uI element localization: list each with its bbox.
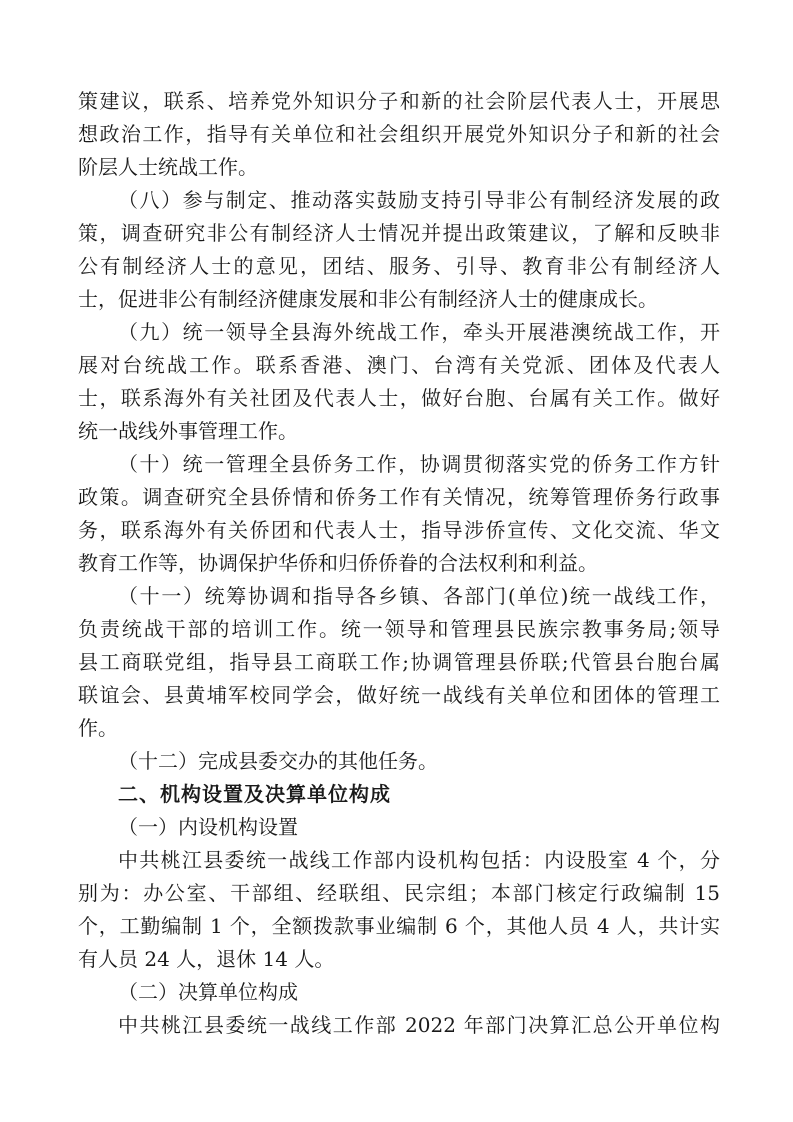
- paragraph-unit-composition: [78, 1009, 720, 1042]
- text-line: 统一战线外事管理工作。: [78, 419, 298, 443]
- text-line: （八）参与制定、推动落实鼓励支持引导非公有制经济发展的政: [118, 188, 720, 212]
- text-line: 中共桃江县委统一战线工作部 2022 年部门决算汇总公开单位构: [118, 1013, 720, 1037]
- text-line: （十一）统筹协调和指导各乡镇、各部门(单位)统一战线工作，: [118, 584, 720, 608]
- text-line: 教育工作等，协调保护华侨和归侨侨眷的合法权利和利益。: [78, 551, 598, 575]
- text-line: 联谊会、县黄埔军校同学会，做好统一战线有关单位和团体的管理工: [78, 683, 720, 707]
- text-line: 县工商联党组，指导县工商联工作;协调管理县侨联;代管县台胞台属: [78, 650, 720, 674]
- text-line: 公有制经济人士的意见，团结、服务、引导、教育非公有制经济人: [78, 254, 720, 278]
- subsection-title-internal-structure: （一）内设机构设置: [118, 815, 298, 839]
- paragraph-internal-structure: [78, 844, 720, 976]
- text-line: 想政治工作，指导有关单位和社会组织开展党外知识分子和新的社会: [78, 122, 720, 146]
- document-page: [78, 85, 720, 1042]
- paragraph-item-8: [78, 184, 720, 316]
- text-line: 策，调查研究非公有制经济人士情况并提出政策建议，了解和反映非: [78, 221, 720, 245]
- text-line: 展对台统战工作。联系香港、澳门、台湾有关党派、团体及代表人: [78, 353, 720, 377]
- text-line: 策建议，联系、培养党外知识分子和新的社会阶层代表人士，开展思: [78, 89, 720, 113]
- text-line: （十）统一管理全县侨务工作，协调贯彻落实党的侨务工作方针: [118, 452, 720, 476]
- text-line: 负责统战干部的培训工作。统一领导和管理县民族宗教事务局;领导: [78, 617, 720, 641]
- text-line: 士，联系海外有关社团及代表人士，做好台胞、台属有关工作。做好: [78, 386, 720, 410]
- subsection-title-unit-composition: （二）决算单位构成: [118, 980, 298, 1004]
- text-line: 别为：办公室、干部组、经联组、民宗组；本部门核定行政编制 15: [78, 881, 720, 905]
- text-line: （九）统一领导全县海外统战工作，牵头开展港澳统战工作，开: [118, 320, 720, 344]
- paragraph-item-9: [78, 316, 720, 448]
- text-line: 士，促进非公有制经济健康发展和非公有制经济人士的健康成长。: [78, 287, 658, 311]
- text-line: 中共桃江县委统一战线工作部内设机构包括：内设股室 4 个，分: [118, 848, 720, 872]
- text-line: 政策。调查研究全县侨情和侨务工作有关情况，统筹管理侨务行政事: [78, 485, 720, 509]
- paragraph-continuation: [78, 85, 720, 184]
- paragraph-item-11: [78, 580, 720, 745]
- section-heading: 二、机构设置及决算单位构成: [118, 782, 391, 806]
- paragraph-item-12: [78, 745, 720, 778]
- text-line: 作。: [78, 716, 118, 740]
- paragraph-item-10: [78, 448, 720, 580]
- text-line: 个，工勤编制 1 个，全额拨款事业编制 6 个，其他人员 4 人，共计实: [78, 914, 720, 938]
- text-line: （十二）完成县委交办的其他任务。: [118, 749, 438, 773]
- text-line: 有人员 24 人，退休 14 人。: [78, 947, 335, 971]
- text-line: 阶层人士统战工作。: [78, 155, 258, 179]
- text-line: 务，联系海外有关侨团和代表人士，指导涉侨宣传、文化交流、华文: [78, 518, 720, 542]
